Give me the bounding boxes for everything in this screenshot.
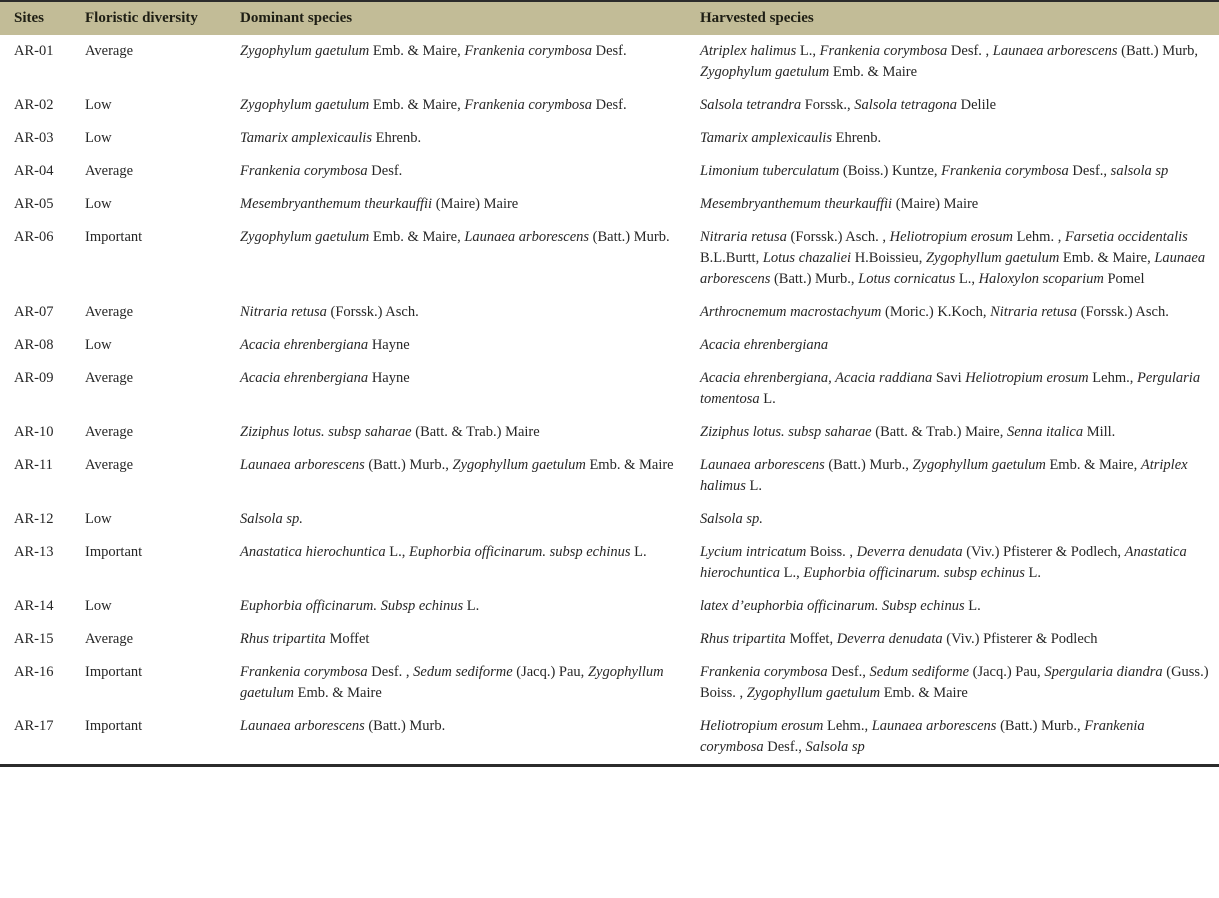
table-row	[0, 503, 1219, 536]
table-row	[0, 155, 1219, 188]
floristic-table	[0, 2, 1219, 767]
harvested-species-cell: Limonium tuberculatum (Boiss.) Kuntze, Frankenia corymbosa Desf., salsola sp	[700, 163, 1169, 179]
site-cell: AR-11	[14, 457, 53, 473]
table-row	[0, 89, 1219, 122]
table-row	[0, 449, 1219, 503]
diversity-cell: Low	[85, 598, 112, 614]
harvested-species-cell: Tamarix amplexicaulis Ehrenb.	[700, 130, 882, 146]
column-header-harvested-species: Harvested species	[700, 10, 814, 26]
diversity-cell: Average	[85, 457, 134, 473]
diversity-cell: Average	[85, 631, 134, 647]
harvested-species-cell: Acacia ehrenbergiana, Acacia raddiana Savi Heliotropium erosum Lehm., Pergularia tomentosa L.	[700, 370, 1201, 407]
dominant-species-cell: Launaea arborescens (Batt.) Murb., Zygophyllum gaetulum Emb. & Maire	[240, 457, 674, 473]
harvested-species-cell: Rhus tripartita Moffet, Deverra denudata (Viv.) Pfisterer & Podlech	[700, 631, 1098, 647]
dominant-species-cell: Tamarix amplexicaulis Ehrenb.	[240, 130, 422, 146]
table-row	[0, 416, 1219, 449]
table-row	[0, 329, 1219, 362]
site-cell: AR-14	[14, 598, 54, 614]
diversity-cell: Average	[85, 424, 134, 440]
site-cell: AR-13	[14, 544, 54, 560]
harvested-species-cell: Frankenia corymbosa Desf., Sedum sediforme (Jacq.) Pau, Spergularia diandra (Guss.) Boiss. , Zygophyllum gaetulum Emb. & Maire	[700, 664, 1209, 701]
site-cell: AR-12	[14, 511, 54, 527]
dominant-species-cell: Salsola sp.	[240, 511, 303, 527]
diversity-cell: Important	[85, 229, 143, 245]
dominant-species-cell: Rhus tripartita Moffet	[240, 631, 370, 647]
harvested-species-cell: Lycium intricatum Boiss. , Deverra denudata (Viv.) Pfisterer & Podlech, Anastatica hierochuntica L., Euphorbia officinarum. subsp echinus L.	[700, 544, 1187, 581]
diversity-cell: Low	[85, 130, 112, 146]
dominant-species-cell: Zygophylum gaetulum Emb. & Maire, Launaea arborescens (Batt.) Murb.	[240, 229, 670, 245]
diversity-cell: Low	[85, 196, 112, 212]
harvested-species-cell: Nitraria retusa (Forssk.) Asch. , Heliotropium erosum Lehm. , Farsetia occidentalis B.L.Burtt, Lotus chazaliei H.Boissieu, Zygophyllum gaetulum Emb. & Maire, Launaea arborescens (Batt.) Murb., Lotus cornicatus L., Haloxylon scoparium Pomel	[700, 229, 1206, 287]
site-cell: AR-06	[14, 229, 54, 245]
table-row	[0, 296, 1219, 329]
harvested-species-cell: Launaea arborescens (Batt.) Murb., Zygophyllum gaetulum Emb. & Maire, Atriplex halimus L.	[700, 457, 1188, 494]
site-cell: AR-09	[14, 370, 54, 386]
column-header-floristic-diversity: Floristic diversity	[85, 10, 198, 26]
harvested-species-cell: latex d’euphorbia officinarum. Subsp echinus L.	[700, 598, 981, 614]
diversity-cell: Low	[85, 97, 112, 113]
harvested-species-cell: Heliotropium erosum Lehm., Launaea arborescens (Batt.) Murb., Frankenia corymbosa Desf., Salsola sp	[700, 718, 1145, 755]
dominant-species-cell: Frankenia corymbosa Desf.	[240, 163, 403, 179]
dominant-species-cell: Euphorbia officinarum. Subsp echinus L.	[240, 598, 480, 614]
site-cell: AR-15	[14, 631, 54, 647]
diversity-cell: Important	[85, 544, 143, 560]
diversity-cell: Average	[85, 163, 134, 179]
dominant-species-cell: Anastatica hierochuntica L., Euphorbia officinarum. subsp echinus L.	[240, 544, 647, 560]
column-header-dominant-species: Dominant species	[240, 10, 353, 26]
site-cell: AR-17	[14, 718, 54, 734]
diversity-cell: Low	[85, 337, 112, 353]
diversity-cell: Important	[85, 664, 143, 680]
harvested-species-cell: Salsola tetrandra Forssk., Salsola tetragona Delile	[700, 97, 997, 113]
harvested-species-cell: Acacia ehrenbergiana	[700, 337, 829, 353]
table-row	[0, 188, 1219, 221]
site-cell: AR-08	[14, 337, 54, 353]
dominant-species-cell: Mesembryanthemum theurkauffii (Maire) Maire	[240, 196, 519, 212]
site-cell: AR-04	[14, 163, 54, 179]
site-cell: AR-02	[14, 97, 54, 113]
table-row	[0, 35, 1219, 89]
dominant-species-cell: Zygophylum gaetulum Emb. & Maire, Frankenia corymbosa Desf.	[240, 43, 627, 59]
bottom-margin	[0, 767, 1219, 772]
dominant-species-cell: Acacia ehrenbergiana Hayne	[240, 337, 410, 353]
site-cell: AR-03	[14, 130, 54, 146]
site-cell: AR-05	[14, 196, 54, 212]
site-cell: AR-10	[14, 424, 54, 440]
dominant-species-cell: Launaea arborescens (Batt.) Murb.	[240, 718, 446, 734]
table-row	[0, 536, 1219, 590]
table-body	[0, 35, 1219, 766]
table-row	[0, 623, 1219, 656]
table-row	[0, 122, 1219, 155]
table-row	[0, 221, 1219, 296]
diversity-cell: Average	[85, 304, 134, 320]
table-row	[0, 710, 1219, 766]
table-header-row	[0, 2, 1219, 35]
site-cell: AR-01	[14, 43, 54, 59]
harvested-species-cell: Mesembryanthemum theurkauffii (Maire) Maire	[700, 196, 979, 212]
diversity-cell: Average	[85, 43, 134, 59]
table-row	[0, 590, 1219, 623]
harvested-species-cell: Salsola sp.	[700, 511, 763, 527]
dominant-species-cell: Nitraria retusa (Forssk.) Asch.	[240, 304, 419, 320]
column-header-sites: Sites	[14, 10, 44, 26]
harvested-species-cell: Ziziphus lotus. subsp saharae (Batt. & Trab.) Maire, Senna italica Mill.	[700, 424, 1116, 440]
dominant-species-cell: Zygophylum gaetulum Emb. & Maire, Frankenia corymbosa Desf.	[240, 97, 627, 113]
diversity-cell: Important	[85, 718, 143, 734]
dominant-species-cell: Frankenia corymbosa Desf. , Sedum sediforme (Jacq.) Pau, Zygophyllum gaetulum Emb. & Maire	[240, 664, 664, 701]
diversity-cell: Low	[85, 511, 112, 527]
harvested-species-cell: Arthrocnemum macrostachyum (Moric.) K.Koch, Nitraria retusa (Forssk.) Asch.	[700, 304, 1169, 320]
diversity-cell: Average	[85, 370, 134, 386]
table-row	[0, 362, 1219, 416]
dominant-species-cell: Acacia ehrenbergiana Hayne	[240, 370, 410, 386]
table-row	[0, 656, 1219, 710]
dominant-species-cell: Ziziphus lotus. subsp saharae (Batt. & Trab.) Maire	[240, 424, 540, 440]
site-cell: AR-07	[14, 304, 54, 320]
harvested-species-cell: Atriplex halimus L., Frankenia corymbosa Desf. , Launaea arborescens (Batt.) Murb, Zygophylum gaetulum Emb. & Maire	[700, 43, 1199, 80]
site-cell: AR-16	[14, 664, 54, 680]
